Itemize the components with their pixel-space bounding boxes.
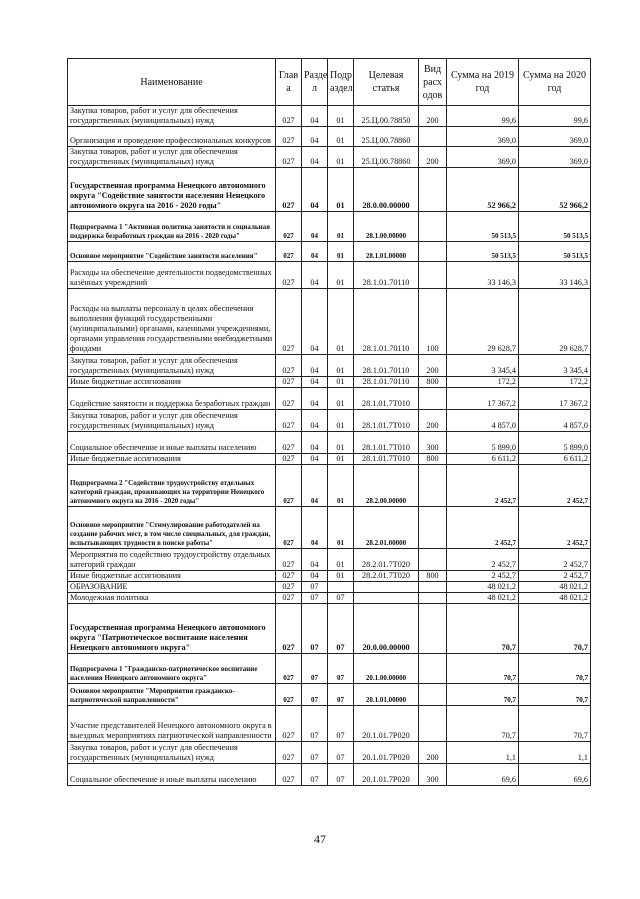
cell-name: Закупка товаров, работ и услуг для обеспечения государственных (муниципальных) нужд bbox=[68, 410, 276, 432]
cell-podrazdel: 01 bbox=[328, 454, 354, 465]
table-row bbox=[68, 507, 591, 549]
cell-name: Закупка товаров, работ и услуг для обеспечения государственных (муниципальных) нужд bbox=[68, 355, 276, 377]
cell-podrazdel: 01 bbox=[328, 127, 354, 147]
cell-glava: 027 bbox=[276, 654, 302, 684]
cell-razdel: 04 bbox=[302, 549, 328, 571]
cell-target-article: 28.1.01.7Т010 bbox=[354, 432, 419, 454]
cell-target-article: 25.Ц.00.78860 bbox=[354, 127, 419, 147]
cell-sum-2019: 5 899,0 bbox=[447, 432, 519, 454]
cell-target-article: 25.Ц.00.78850 bbox=[354, 106, 419, 127]
cell-razdel: 04 bbox=[302, 410, 328, 432]
cell-expense-type: 200 bbox=[419, 742, 447, 764]
table-row bbox=[68, 582, 591, 593]
cell-glava: 027 bbox=[276, 465, 302, 507]
cell-expense-type bbox=[419, 465, 447, 507]
cell-target-article: 28.1.01.7Т010 bbox=[354, 454, 419, 465]
cell-sum-2020: 48 021,2 bbox=[519, 593, 591, 604]
cell-glava: 027 bbox=[276, 549, 302, 571]
cell-sum-2019: 2 452,7 bbox=[447, 571, 519, 582]
header-target-article: Целевая статья bbox=[354, 59, 419, 106]
cell-expense-type bbox=[419, 242, 447, 262]
cell-sum-2019: 369,0 bbox=[447, 147, 519, 168]
header-expense-type: Вид расх одов bbox=[419, 59, 447, 106]
cell-sum-2019: 70,7 bbox=[447, 684, 519, 706]
table-row bbox=[68, 262, 591, 289]
cell-expense-type bbox=[419, 684, 447, 706]
cell-target-article: 20.1.01.7Р020 bbox=[354, 764, 419, 786]
cell-target-article: 28.1.01.7Т010 bbox=[354, 410, 419, 432]
cell-target-article: 28.1.01.70110 bbox=[354, 262, 419, 289]
cell-target-article: 28.2.00.00000 bbox=[354, 465, 419, 507]
cell-podrazdel: 01 bbox=[328, 262, 354, 289]
cell-glava: 027 bbox=[276, 454, 302, 465]
cell-razdel: 04 bbox=[302, 465, 328, 507]
cell-target-article: 20.0.00.00000 bbox=[354, 604, 419, 654]
cell-expense-type: 800 bbox=[419, 454, 447, 465]
cell-expense-type bbox=[419, 593, 447, 604]
cell-glava: 027 bbox=[276, 355, 302, 377]
cell-razdel: 07 bbox=[302, 684, 328, 706]
table-row bbox=[68, 742, 591, 764]
cell-sum-2020: 70,7 bbox=[519, 654, 591, 684]
table-row bbox=[68, 388, 591, 410]
cell-sum-2019: 172,2 bbox=[447, 377, 519, 388]
table-row bbox=[68, 147, 591, 168]
cell-sum-2020: 369,0 bbox=[519, 127, 591, 147]
cell-name: Иные бюджетные ассигнования bbox=[68, 454, 276, 465]
cell-razdel: 04 bbox=[302, 168, 328, 212]
cell-name: Иные бюджетные ассигнования bbox=[68, 571, 276, 582]
table-row bbox=[68, 684, 591, 706]
cell-razdel: 04 bbox=[302, 571, 328, 582]
cell-target-article: 28.0.00.00000 bbox=[354, 168, 419, 212]
table-row bbox=[68, 127, 591, 147]
cell-sum-2019: 33 146,3 bbox=[447, 262, 519, 289]
header-glava: Глав а bbox=[276, 59, 302, 106]
cell-razdel: 07 bbox=[302, 654, 328, 684]
cell-sum-2019: 29 628,7 bbox=[447, 289, 519, 355]
cell-razdel: 04 bbox=[302, 242, 328, 262]
header-name: Наименование bbox=[68, 59, 276, 106]
cell-expense-type: 200 bbox=[419, 147, 447, 168]
cell-target-article: 28.1.01.00000 bbox=[354, 242, 419, 262]
table-row bbox=[68, 432, 591, 454]
cell-target-article: 20.1.01.00000 bbox=[354, 684, 419, 706]
cell-razdel: 07 bbox=[302, 706, 328, 742]
cell-razdel: 04 bbox=[302, 106, 328, 127]
table-row bbox=[68, 593, 591, 604]
table-row bbox=[68, 377, 591, 388]
table-row bbox=[68, 764, 591, 786]
table-row bbox=[68, 706, 591, 742]
cell-razdel: 07 bbox=[302, 764, 328, 786]
cell-name: Государственная программа Ненецкого автономного округа "Патриотическое воспитание населения Ненецкого автономного округа" bbox=[68, 604, 276, 654]
cell-target-article: 28.1.00.00000 bbox=[354, 212, 419, 242]
header-sum-2019: Сумма на 2019 год bbox=[447, 59, 519, 106]
cell-sum-2020: 1,1 bbox=[519, 742, 591, 764]
cell-sum-2019: 70,7 bbox=[447, 604, 519, 654]
cell-expense-type bbox=[419, 262, 447, 289]
table-row bbox=[68, 604, 591, 654]
table-row bbox=[68, 106, 591, 127]
cell-glava: 027 bbox=[276, 764, 302, 786]
cell-razdel: 04 bbox=[302, 507, 328, 549]
table-row bbox=[68, 242, 591, 262]
cell-sum-2020: 2 452,7 bbox=[519, 465, 591, 507]
cell-razdel: 07 bbox=[302, 604, 328, 654]
cell-sum-2020: 99,6 bbox=[519, 106, 591, 127]
cell-sum-2020: 369,0 bbox=[519, 147, 591, 168]
cell-expense-type: 200 bbox=[419, 106, 447, 127]
header-razdel: Разде л bbox=[302, 59, 328, 106]
cell-name: Содействие занятости и поддержка безработных граждан bbox=[68, 388, 276, 410]
cell-target-article: 20.1.01.7Р020 bbox=[354, 742, 419, 764]
cell-podrazdel: 07 bbox=[328, 654, 354, 684]
table-body bbox=[68, 106, 591, 786]
cell-razdel: 04 bbox=[302, 377, 328, 388]
cell-podrazdel: 01 bbox=[328, 377, 354, 388]
cell-sum-2019: 1,1 bbox=[447, 742, 519, 764]
cell-target-article: 28.2.01.7Т020 bbox=[354, 549, 419, 571]
cell-razdel: 04 bbox=[302, 432, 328, 454]
cell-glava: 027 bbox=[276, 377, 302, 388]
cell-razdel: 04 bbox=[302, 262, 328, 289]
cell-razdel: 04 bbox=[302, 355, 328, 377]
cell-sum-2019: 369,0 bbox=[447, 127, 519, 147]
cell-target-article bbox=[354, 593, 419, 604]
cell-razdel: 04 bbox=[302, 454, 328, 465]
cell-target-article: 20.1.00.00000 bbox=[354, 654, 419, 684]
cell-sum-2020: 50 513,5 bbox=[519, 242, 591, 262]
table-row bbox=[68, 465, 591, 507]
header-podrazdel: Подр аздел bbox=[328, 59, 354, 106]
cell-name: Социальное обеспечение и иные выплаты населению bbox=[68, 764, 276, 786]
cell-target-article: 28.1.01.70110 bbox=[354, 289, 419, 355]
cell-glava: 027 bbox=[276, 507, 302, 549]
cell-sum-2019: 17 367,2 bbox=[447, 388, 519, 410]
cell-sum-2019: 2 452,7 bbox=[447, 465, 519, 507]
cell-glava: 027 bbox=[276, 388, 302, 410]
cell-name: Расходы на выплаты персоналу в целях обеспечения выполнения функций государственными (муниципальными) органами, казенными учреждениями, органами управления государственными внебюджетными фондами bbox=[68, 289, 276, 355]
cell-name: Подпрограмма 1 "Гражданско-патриотическое воспитание населения Ненецкого автономного округа" bbox=[68, 654, 276, 684]
cell-glava: 027 bbox=[276, 212, 302, 242]
cell-podrazdel: 01 bbox=[328, 147, 354, 168]
cell-expense-type bbox=[419, 212, 447, 242]
cell-sum-2020: 3 345,4 bbox=[519, 355, 591, 377]
cell-glava: 027 bbox=[276, 593, 302, 604]
cell-razdel: 04 bbox=[302, 147, 328, 168]
cell-name: Участие представителей Ненецкого автономного округа в выездных мероприятиях патриотической направленности bbox=[68, 706, 276, 742]
cell-sum-2020: 17 367,2 bbox=[519, 388, 591, 410]
cell-podrazdel: 07 bbox=[328, 764, 354, 786]
cell-sum-2020: 172,2 bbox=[519, 377, 591, 388]
cell-glava: 027 bbox=[276, 289, 302, 355]
cell-glava: 027 bbox=[276, 684, 302, 706]
cell-sum-2020: 33 146,3 bbox=[519, 262, 591, 289]
cell-glava: 027 bbox=[276, 706, 302, 742]
cell-name: Подпрограмма 2 "Содействие трудоустройству отдельных категорий граждан, проживающих на территории Ненецкого автономного округа на 2016 - 2020 годы" bbox=[68, 465, 276, 507]
cell-name: Закупка товаров, работ и услуг для обеспечения государственных (муниципальных) нужд bbox=[68, 742, 276, 764]
cell-expense-type bbox=[419, 706, 447, 742]
cell-sum-2019: 99,6 bbox=[447, 106, 519, 127]
cell-sum-2020: 2 452,7 bbox=[519, 507, 591, 549]
cell-glava: 027 bbox=[276, 582, 302, 593]
cell-expense-type bbox=[419, 388, 447, 410]
cell-name: Молодежная политика bbox=[68, 593, 276, 604]
cell-expense-type bbox=[419, 604, 447, 654]
cell-razdel: 04 bbox=[302, 388, 328, 410]
cell-name: Закупка товаров, работ и услуг для обеспечения государственных (муниципальных) нужд bbox=[68, 106, 276, 127]
cell-expense-type: 300 bbox=[419, 432, 447, 454]
cell-sum-2019: 6 611,2 bbox=[447, 454, 519, 465]
cell-name: Социальное обеспечение и иные выплаты населению bbox=[68, 432, 276, 454]
cell-podrazdel: 07 bbox=[328, 604, 354, 654]
cell-sum-2019: 50 513,5 bbox=[447, 212, 519, 242]
cell-glava: 027 bbox=[276, 410, 302, 432]
header-row bbox=[68, 59, 591, 106]
cell-sum-2020: 2 452,7 bbox=[519, 571, 591, 582]
cell-name: Основное мероприятие "Стимулирование работодателей на создание рабочих мест, в том числе специальных, для граждан, испытывающих трудности в поиске работы" bbox=[68, 507, 276, 549]
cell-target-article bbox=[354, 582, 419, 593]
cell-sum-2019: 52 966,2 bbox=[447, 168, 519, 212]
cell-glava: 027 bbox=[276, 168, 302, 212]
cell-name: ОБРАЗОВАНИЕ bbox=[68, 582, 276, 593]
cell-podrazdel: 07 bbox=[328, 593, 354, 604]
cell-sum-2019: 3 345,4 bbox=[447, 355, 519, 377]
cell-expense-type bbox=[419, 654, 447, 684]
cell-name: Основное мероприятие "Содействие занятости населения" bbox=[68, 242, 276, 262]
cell-sum-2020: 29 628,7 bbox=[519, 289, 591, 355]
cell-sum-2020: 5 899,0 bbox=[519, 432, 591, 454]
cell-expense-type bbox=[419, 127, 447, 147]
table-row bbox=[68, 168, 591, 212]
page-number: 47 bbox=[314, 832, 326, 846]
cell-podrazdel: 01 bbox=[328, 507, 354, 549]
table-row bbox=[68, 454, 591, 465]
cell-expense-type bbox=[419, 168, 447, 212]
cell-podrazdel bbox=[328, 582, 354, 593]
cell-podrazdel: 01 bbox=[328, 168, 354, 212]
cell-sum-2019: 69,6 bbox=[447, 764, 519, 786]
cell-podrazdel: 01 bbox=[328, 242, 354, 262]
cell-razdel: 07 bbox=[302, 582, 328, 593]
cell-sum-2020: 6 611,2 bbox=[519, 454, 591, 465]
cell-podrazdel: 01 bbox=[328, 549, 354, 571]
cell-target-article: 28.1.01.70110 bbox=[354, 355, 419, 377]
cell-target-article: 28.1.01.70110 bbox=[354, 377, 419, 388]
cell-razdel: 04 bbox=[302, 289, 328, 355]
cell-name: Расходы на обеспечение деятельности подведомственных казённых учреждений bbox=[68, 262, 276, 289]
cell-podrazdel: 01 bbox=[328, 388, 354, 410]
table-row bbox=[68, 410, 591, 432]
cell-glava: 027 bbox=[276, 242, 302, 262]
cell-podrazdel: 07 bbox=[328, 684, 354, 706]
cell-podrazdel: 01 bbox=[328, 355, 354, 377]
cell-podrazdel: 01 bbox=[328, 571, 354, 582]
cell-expense-type: 800 bbox=[419, 377, 447, 388]
cell-target-article: 25.Ц.00.78860 bbox=[354, 147, 419, 168]
cell-expense-type bbox=[419, 507, 447, 549]
cell-glava: 027 bbox=[276, 106, 302, 127]
cell-podrazdel: 01 bbox=[328, 289, 354, 355]
cell-glava: 027 bbox=[276, 604, 302, 654]
cell-name: Подпрограмма 1 "Активная политика занятости и социальная поддержка безработных граждан на 2016 - 2020 годы" bbox=[68, 212, 276, 242]
cell-sum-2020: 2 452,7 bbox=[519, 549, 591, 571]
cell-podrazdel: 01 bbox=[328, 410, 354, 432]
cell-razdel: 07 bbox=[302, 593, 328, 604]
cell-podrazdel: 01 bbox=[328, 212, 354, 242]
cell-name: Иные бюджетные ассигнования bbox=[68, 377, 276, 388]
cell-glava: 027 bbox=[276, 571, 302, 582]
cell-expense-type: 800 bbox=[419, 571, 447, 582]
cell-sum-2019: 70,7 bbox=[447, 706, 519, 742]
cell-expense-type: 100 bbox=[419, 289, 447, 355]
cell-expense-type: 200 bbox=[419, 355, 447, 377]
cell-target-article: 28.2.01.7Т020 bbox=[354, 571, 419, 582]
cell-podrazdel: 07 bbox=[328, 742, 354, 764]
cell-glava: 027 bbox=[276, 742, 302, 764]
table-row bbox=[68, 355, 591, 377]
cell-sum-2019: 4 857,0 bbox=[447, 410, 519, 432]
cell-name: Мероприятия по содействию трудоустройству отдельных категорий граждан bbox=[68, 549, 276, 571]
cell-podrazdel: 01 bbox=[328, 465, 354, 507]
cell-sum-2019: 48 021,2 bbox=[447, 582, 519, 593]
cell-expense-type bbox=[419, 582, 447, 593]
cell-razdel: 04 bbox=[302, 127, 328, 147]
cell-name: Закупка товаров, работ и услуг для обеспечения государственных (муниципальных) нужд bbox=[68, 147, 276, 168]
cell-sum-2020: 50 513,5 bbox=[519, 212, 591, 242]
cell-target-article: 20.1.01.7Р020 bbox=[354, 706, 419, 742]
table-row bbox=[68, 654, 591, 684]
cell-sum-2019: 2 452,7 bbox=[447, 549, 519, 571]
cell-sum-2020: 70,7 bbox=[519, 604, 591, 654]
cell-sum-2020: 70,7 bbox=[519, 684, 591, 706]
cell-sum-2020: 70,7 bbox=[519, 706, 591, 742]
cell-target-article: 28.1.01.7Т010 bbox=[354, 388, 419, 410]
table-row bbox=[68, 549, 591, 571]
cell-sum-2019: 70,7 bbox=[447, 654, 519, 684]
budget-table bbox=[67, 58, 591, 786]
cell-podrazdel: 01 bbox=[328, 106, 354, 127]
cell-sum-2020: 4 857,0 bbox=[519, 410, 591, 432]
cell-name: Государственная программа Ненецкого автономного округа "Содействие занятости населения Ненецкого автономного округа на 2016 - 2020 годы" bbox=[68, 168, 276, 212]
cell-sum-2020: 52 966,2 bbox=[519, 168, 591, 212]
cell-expense-type: 300 bbox=[419, 764, 447, 786]
cell-sum-2020: 69,6 bbox=[519, 764, 591, 786]
cell-glava: 027 bbox=[276, 262, 302, 289]
cell-sum-2019: 50 513,5 bbox=[447, 242, 519, 262]
header-sum-2020: Сумма на 2020 год bbox=[519, 59, 591, 106]
cell-sum-2020: 48 021,2 bbox=[519, 582, 591, 593]
cell-podrazdel: 07 bbox=[328, 706, 354, 742]
table-row bbox=[68, 212, 591, 242]
cell-glava: 027 bbox=[276, 127, 302, 147]
cell-podrazdel: 01 bbox=[328, 432, 354, 454]
cell-sum-2019: 2 452,7 bbox=[447, 507, 519, 549]
cell-target-article: 28.2.01.00000 bbox=[354, 507, 419, 549]
table-row bbox=[68, 289, 591, 355]
cell-name: Организация и проведение профессиональных конкурсов bbox=[68, 127, 276, 147]
cell-razdel: 04 bbox=[302, 212, 328, 242]
cell-glava: 027 bbox=[276, 147, 302, 168]
cell-glava: 027 bbox=[276, 432, 302, 454]
table-row bbox=[68, 571, 591, 582]
cell-expense-type bbox=[419, 549, 447, 571]
cell-name: Основное мероприятие "Мероприятия гражданско-патриотической направленности" bbox=[68, 684, 276, 706]
cell-sum-2019: 48 021,2 bbox=[447, 593, 519, 604]
cell-expense-type: 200 bbox=[419, 410, 447, 432]
cell-razdel: 07 bbox=[302, 742, 328, 764]
